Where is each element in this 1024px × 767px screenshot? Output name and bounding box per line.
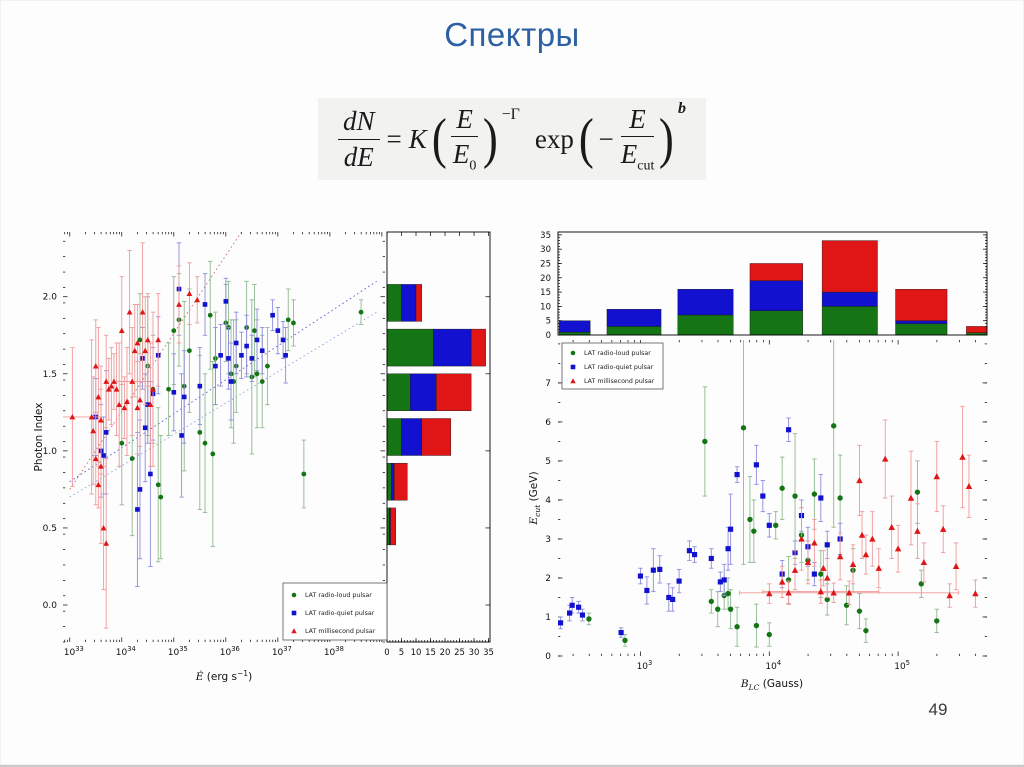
formula-frac-E-Ecut	[621, 104, 655, 174]
svg-text:LAT millisecond pulsar: LAT millisecond pulsar	[584, 378, 655, 386]
svg-text:LAT radio-loud pulsar: LAT radio-loud pulsar	[305, 592, 372, 600]
svg-text:35: 35	[483, 648, 494, 658]
formula-frac-dndE	[338, 106, 380, 171]
spectrum-formula	[0, 98, 1024, 180]
svg-text:20: 20	[439, 648, 451, 658]
minus-sign: −	[598, 123, 614, 154]
left-paren-2: (	[578, 107, 594, 170]
svg-text:10: 10	[410, 648, 422, 658]
svg-text:2.0: 2.0	[42, 292, 57, 303]
formula-dE: dE	[343, 141, 374, 172]
svg-text:LAT millisecond pulsar: LAT millisecond pulsar	[305, 628, 376, 636]
equals-sign: =	[386, 123, 402, 154]
svg-text:10: 10	[540, 302, 551, 313]
svg-text:1037: $10^{37}$	[271, 645, 292, 658]
svg-text:LAT radio-loud pulsar: LAT radio-loud pulsar	[584, 350, 651, 358]
svg-text:5: 5	[545, 316, 551, 327]
formula-content	[318, 98, 706, 180]
formula-b-exponent: b	[678, 100, 686, 117]
svg-text:15: 15	[425, 648, 436, 658]
svg-text:6: 6	[545, 417, 551, 428]
svg-text:25: 25	[454, 648, 465, 658]
formula-frac-E-E0	[451, 104, 478, 174]
slide-title: Спектры	[444, 16, 580, 53]
svg-text:30: 30	[540, 245, 551, 256]
svg-text:7: 7	[545, 378, 551, 389]
svg-text:1035: $10^{35}$	[167, 645, 188, 658]
svg-text:1036: $10^{36}$	[219, 645, 240, 658]
figure-ecut-vs-blc	[525, 224, 1020, 699]
formula-exp: exp	[534, 123, 574, 154]
svg-text:2: 2	[545, 573, 551, 584]
svg-text:0.5: 0.5	[42, 523, 57, 534]
svg-text:0: 0	[384, 648, 390, 658]
svg-text:5: 5	[398, 648, 405, 658]
svg-text:30: 30	[468, 648, 480, 658]
svg-text:35: 35	[540, 230, 551, 241]
svg-text:1038: $10^{38}$	[323, 645, 344, 658]
svg-text:Photon Index: Photon Index	[33, 402, 45, 472]
svg-text:1033: $10^{33}$	[63, 645, 84, 658]
svg-text:104: $10^4$	[765, 659, 782, 672]
svg-text:1: 1	[545, 612, 551, 623]
svg-text:0: 0	[545, 652, 551, 662]
formula-Ecut: $E_{cut}$	[620, 139, 655, 174]
svg-text:25: 25	[540, 259, 551, 270]
svg-text:1034: $10^{34}$	[115, 645, 136, 658]
svg-text:BLC (Gauss): $B_{LC}$ (Gauss)	[740, 678, 804, 692]
svg-text:20: 20	[540, 273, 551, 284]
svg-text:4: 4	[545, 495, 551, 506]
right-paren-1: )	[482, 107, 498, 170]
svg-text:0.0: 0.0	[42, 601, 57, 612]
page-number: 49	[928, 700, 948, 719]
svg-text:1.5: 1.5	[42, 369, 57, 380]
formula-gamma-exponent: −Γ	[501, 106, 520, 123]
formula-K: K	[408, 123, 427, 154]
formula-E: E	[451, 104, 478, 137]
right-paren-2: )	[659, 107, 675, 170]
svg-text:3: 3	[545, 534, 551, 545]
svg-text:LAT radio-quiet pulsar: LAT radio-quiet pulsar	[305, 610, 375, 618]
svg-text:5: 5	[545, 456, 551, 467]
svg-text:LAT radio-quiet pulsar: LAT radio-quiet pulsar	[584, 364, 654, 372]
svg-text:Ė (erg s−1): Ė (erg $s^{-1}$)	[195, 668, 253, 683]
formula-dN: dN	[338, 106, 380, 139]
svg-text:103: $10^3$	[636, 659, 653, 672]
figure-photon-index-vs-edot	[30, 224, 502, 690]
svg-text:15: 15	[540, 288, 551, 299]
svg-text:105: $10^5$	[894, 659, 910, 672]
svg-text:1.0: 1.0	[42, 446, 57, 457]
formula-E2: E	[621, 104, 655, 137]
svg-text:Ecut (GeV): $E_{cut}$ (GeV)	[528, 471, 542, 525]
formula-E0: $E_0$	[452, 139, 477, 174]
svg-text:0: 0	[545, 331, 551, 341]
left-paren-1: (	[431, 107, 447, 170]
